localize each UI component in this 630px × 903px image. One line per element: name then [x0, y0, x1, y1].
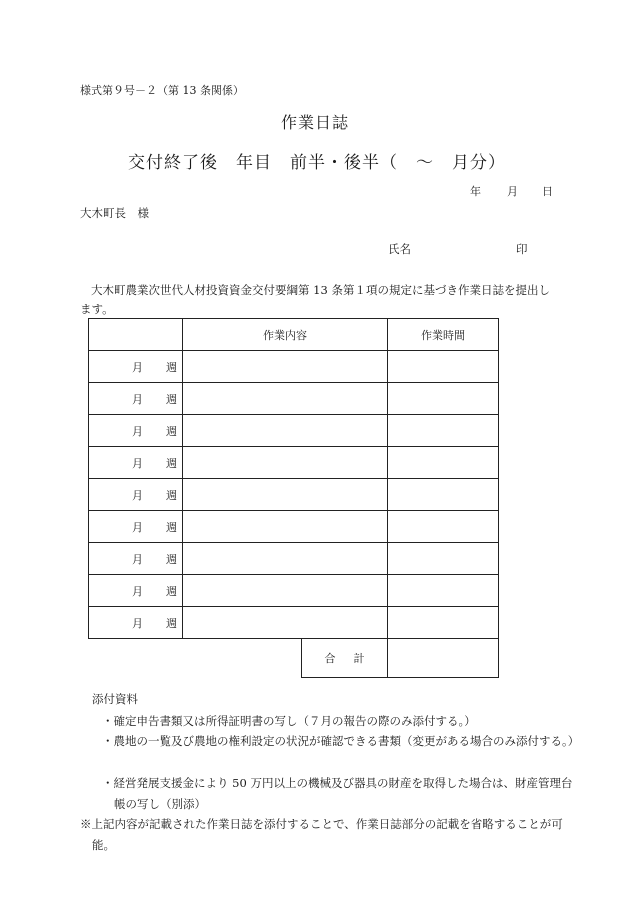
- table-row: [89, 447, 499, 479]
- week-label: 週: [166, 424, 177, 438]
- month-label: 月: [132, 360, 143, 374]
- attachment-item: ・経営発展支援金により 50 万円以上の機械及び器具の財産を取得した場合は、財産管理台帳の写し（別添）: [102, 776, 573, 811]
- total-row: [89, 639, 499, 678]
- period-cell: [89, 447, 183, 479]
- work-content-cell[interactable]: [183, 383, 388, 415]
- table-row: [89, 479, 499, 511]
- week-label: 週: [166, 456, 177, 470]
- work-content-cell[interactable]: [183, 351, 388, 383]
- work-content-cell[interactable]: [183, 447, 388, 479]
- period-cell: [89, 383, 183, 415]
- work-hours-cell[interactable]: [388, 415, 499, 447]
- date-year-label: 年: [470, 185, 481, 198]
- month-label: 月: [132, 616, 143, 630]
- work-content-cell[interactable]: [183, 479, 388, 511]
- month-label: 月: [132, 392, 143, 406]
- table-row: [89, 575, 499, 607]
- table-row: [89, 415, 499, 447]
- work-hours-cell[interactable]: [388, 607, 499, 639]
- work-log-table: [88, 318, 499, 678]
- work-hours-cell[interactable]: [388, 511, 499, 543]
- month-label: 月: [132, 552, 143, 566]
- work-content-cell[interactable]: [183, 415, 388, 447]
- footnote: ※上記内容が記載された作業日誌を添付することで、作業日誌部分の記載を省略することが可能。: [80, 817, 563, 852]
- date-month-label: 月: [507, 185, 518, 198]
- header-cell-hours: 作業時間: [388, 319, 499, 351]
- month-label: 月: [132, 424, 143, 438]
- seal-label: 印: [516, 242, 528, 256]
- attachment-item: ・確定申告書類又は所得証明書の写し（７月の報告の際のみ添付する。）: [102, 714, 476, 728]
- work-content-cell[interactable]: [183, 607, 388, 639]
- table-row: [89, 607, 499, 639]
- attachments-title: 添付資料: [92, 692, 138, 706]
- period-cell: [89, 415, 183, 447]
- table-row: [89, 511, 499, 543]
- header-cell-content: 作業内容: [183, 319, 388, 351]
- month-label: 月: [132, 456, 143, 470]
- table-row: [89, 383, 499, 415]
- week-label: 週: [166, 584, 177, 598]
- period-subtitle: 交付終了後 年目 前半・後半（ ～ 月分）: [128, 153, 506, 173]
- table-row: [89, 543, 499, 575]
- form-number: 様式第９号－２（第 13 条関係）: [80, 84, 244, 97]
- work-hours-cell[interactable]: [388, 447, 499, 479]
- total-row-spacer: [89, 639, 302, 678]
- work-content-cell[interactable]: [183, 511, 388, 543]
- period-cell: [89, 351, 183, 383]
- period-cell: [89, 543, 183, 575]
- month-label: 月: [132, 488, 143, 502]
- total-label: 合計: [302, 639, 388, 678]
- table-row: [89, 351, 499, 383]
- work-content-cell[interactable]: [183, 543, 388, 575]
- addressee: 大木町長 様: [80, 206, 149, 220]
- week-label: 週: [166, 360, 177, 374]
- period-cell: [89, 511, 183, 543]
- period-cell: [89, 575, 183, 607]
- week-label: 週: [166, 552, 177, 566]
- name-label: 氏名: [388, 242, 411, 256]
- period-cell: [89, 479, 183, 511]
- page-title: 作業日誌: [280, 113, 349, 132]
- week-label: 週: [166, 392, 177, 406]
- submission-statement: 大木町農業次世代人材投資資金交付要綱第 13 条第１項の規定に基づき作業日誌を提出します。: [80, 283, 550, 316]
- work-hours-cell[interactable]: [388, 479, 499, 511]
- week-label: 週: [166, 488, 177, 502]
- work-content-cell[interactable]: [183, 575, 388, 607]
- month-label: 月: [132, 520, 143, 534]
- week-label: 週: [166, 616, 177, 630]
- period-cell: [89, 607, 183, 639]
- work-hours-cell[interactable]: [388, 543, 499, 575]
- table-header-row: [89, 319, 499, 351]
- week-label: 週: [166, 520, 177, 534]
- header-cell-period: [89, 319, 183, 351]
- date-day-label: 日: [542, 185, 553, 198]
- work-hours-cell[interactable]: [388, 351, 499, 383]
- attachment-item: ・農地の一覧及び農地の権利設定の状況が確認できる書類（変更がある場合のみ添付する。）: [102, 734, 580, 748]
- total-hours-cell[interactable]: [388, 639, 499, 678]
- work-hours-cell[interactable]: [388, 383, 499, 415]
- work-hours-cell[interactable]: [388, 575, 499, 607]
- month-label: 月: [132, 584, 143, 598]
